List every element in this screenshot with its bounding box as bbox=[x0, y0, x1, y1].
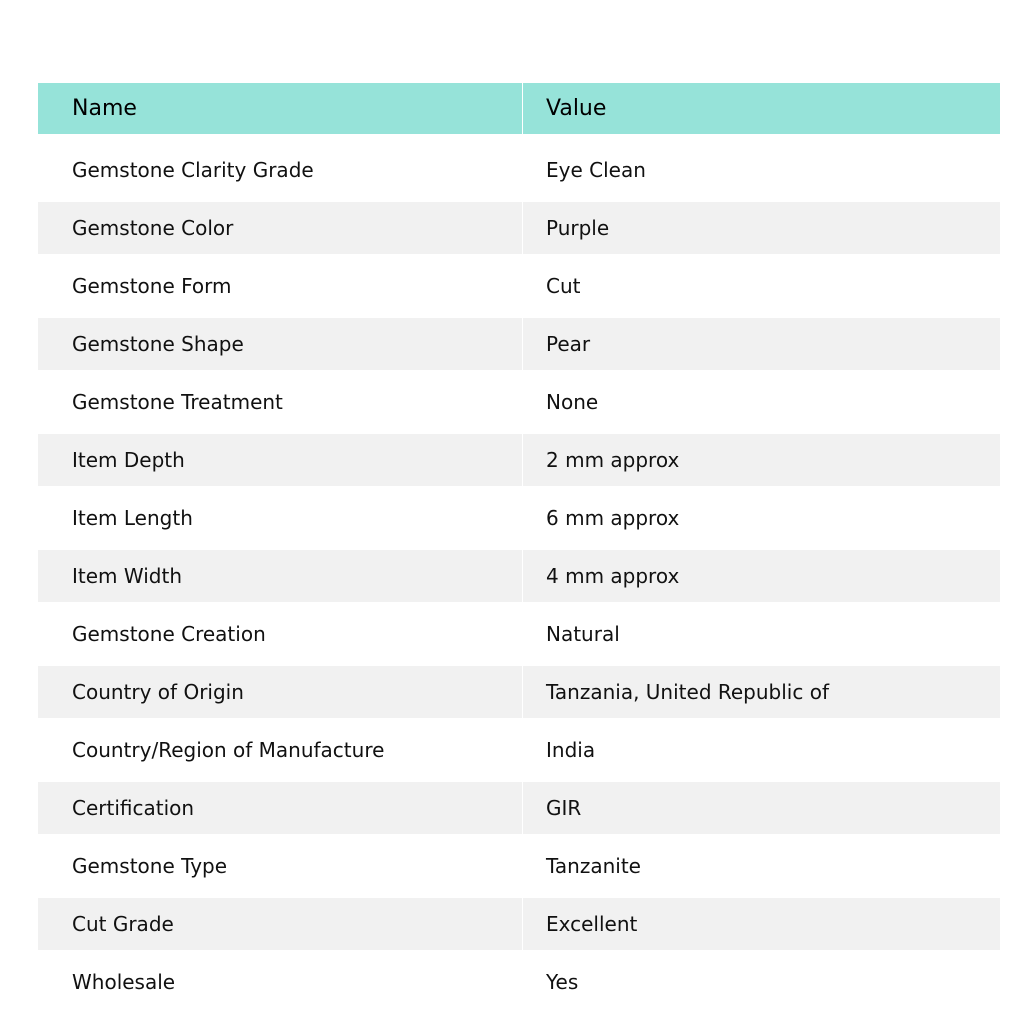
table-row bbox=[38, 202, 1000, 254]
row-value-cell: India bbox=[546, 738, 596, 762]
specifications-table bbox=[38, 83, 1000, 1011]
table-row bbox=[38, 318, 1000, 370]
row-value-cell: Cut bbox=[546, 274, 581, 298]
row-name-cell: Gemstone Color bbox=[38, 202, 523, 254]
table-row bbox=[38, 721, 1000, 779]
table-row bbox=[38, 141, 1000, 199]
table-row bbox=[38, 373, 1000, 431]
table-row bbox=[38, 837, 1000, 895]
row-name-cell: Gemstone Treatment bbox=[38, 373, 523, 431]
row-name-cell: Item Width bbox=[38, 550, 523, 602]
row-name-cell: Item Depth bbox=[38, 434, 523, 486]
table-header-row bbox=[38, 83, 1000, 134]
table-row bbox=[38, 434, 1000, 486]
table-row bbox=[38, 550, 1000, 602]
row-name-cell: Wholesale bbox=[38, 953, 523, 1011]
row-value-cell: 2 mm approx bbox=[546, 448, 680, 472]
row-value-cell: Natural bbox=[546, 622, 620, 646]
table-row bbox=[38, 898, 1000, 950]
row-name-cell: Gemstone Creation bbox=[38, 605, 523, 663]
row-value-cell: Yes bbox=[546, 970, 579, 994]
row-name-cell: Country/Region of Manufacture bbox=[38, 721, 523, 779]
row-value-cell: Purple bbox=[546, 216, 610, 240]
row-value-cell: None bbox=[546, 390, 599, 414]
table-row bbox=[38, 605, 1000, 663]
row-value-cell: 6 mm approx bbox=[546, 506, 680, 530]
row-name-cell: Gemstone Type bbox=[38, 837, 523, 895]
row-name-cell: Item Length bbox=[38, 489, 523, 547]
row-value-cell: Tanzanite bbox=[546, 854, 641, 878]
column-header-name: Name bbox=[38, 83, 523, 134]
table-row bbox=[38, 782, 1000, 834]
row-value-cell: 4 mm approx bbox=[546, 564, 680, 588]
row-value-cell: Pear bbox=[546, 332, 591, 356]
row-name-cell: Certification bbox=[38, 782, 523, 834]
column-header-value: Value bbox=[546, 96, 607, 121]
row-value-cell: GIR bbox=[546, 796, 582, 820]
row-name-cell: Gemstone Clarity Grade bbox=[38, 141, 523, 199]
table-row bbox=[38, 489, 1000, 547]
table-row bbox=[38, 257, 1000, 315]
row-value-cell: Tanzania, United Republic of bbox=[546, 680, 829, 704]
row-value-cell: Excellent bbox=[546, 912, 638, 936]
row-name-cell: Cut Grade bbox=[38, 898, 523, 950]
table-row bbox=[38, 666, 1000, 718]
row-name-cell: Gemstone Form bbox=[38, 257, 523, 315]
row-name-cell: Gemstone Shape bbox=[38, 318, 523, 370]
table-row bbox=[38, 953, 1000, 1011]
row-name-cell: Country of Origin bbox=[38, 666, 523, 718]
row-value-cell: Eye Clean bbox=[546, 158, 646, 182]
